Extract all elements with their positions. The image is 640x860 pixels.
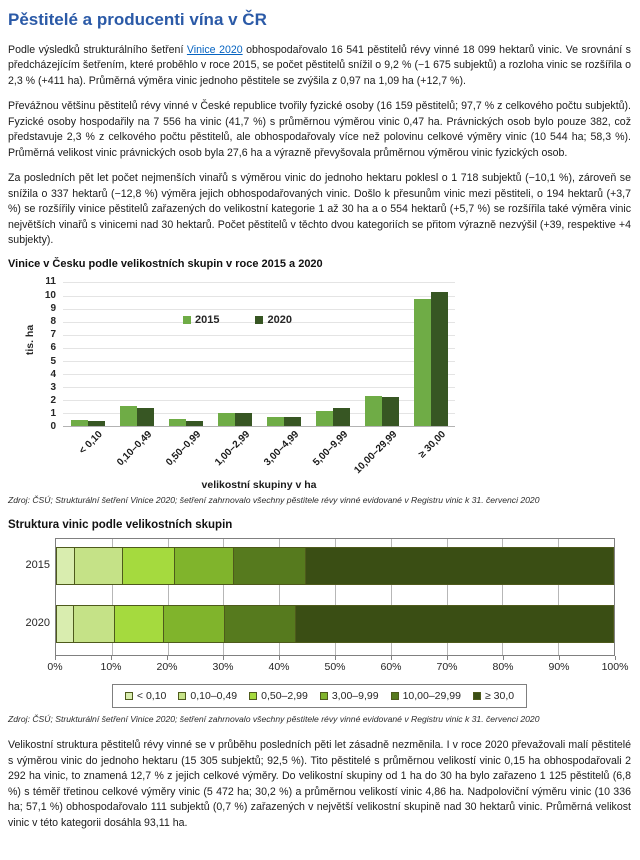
bar-2020 bbox=[333, 408, 350, 426]
bar-group bbox=[63, 282, 112, 458]
legend-label: 0,10–0,49 bbox=[190, 690, 238, 703]
bar-2015 bbox=[120, 406, 137, 426]
bar-2020 bbox=[137, 408, 154, 426]
stacked-row-2020 bbox=[56, 605, 614, 643]
y-tick-label: 2 bbox=[50, 395, 56, 407]
x-tick-label: 100% bbox=[601, 661, 629, 674]
stacked-chart-legend bbox=[112, 684, 527, 708]
legend-label: 2020 bbox=[267, 314, 292, 327]
segment-0,50–2,99 bbox=[114, 606, 163, 642]
stacked-row-2015 bbox=[56, 547, 614, 585]
legend-label: 2015 bbox=[195, 314, 220, 327]
x-category-label: 10,00–29,99 bbox=[352, 429, 400, 477]
x-tick-mark bbox=[615, 656, 616, 660]
bar-2020 bbox=[235, 413, 252, 427]
legend-label: ≥ 30,0 bbox=[484, 690, 515, 703]
segment-3,00–9,99 bbox=[163, 606, 225, 642]
paragraph-2: Převážnou většinu pěstitelů révy vinné v České republice tvořily fyzické osoby (16 159 pěstitelů; 97,7 % z celkového počtu subjektů). Fyzické osoby hospodařily na 7 556 ha vinic (41,7 %) s průměrnou výměrou vinic 0,47 ha. Právnických osob bylo pouze 382, což představuje 2,3 % z celkového počtu pěstitelů, ale obhospodařovaly více než polovinu celkové výměry vinic (10 544 ha; 58,3 %). Průměrná velikost vinic právnických osob byla 27,6 ha a výrazně převyšovala průměrnou výměrou vinic fyzických osob. bbox=[8, 100, 631, 159]
segment-10,00–29,99 bbox=[233, 548, 305, 584]
bar-2015 bbox=[169, 419, 186, 426]
x-tick-label: 90% bbox=[548, 661, 570, 674]
x-tick-label: 50% bbox=[324, 661, 346, 674]
row-label-2015: 2015 bbox=[25, 559, 50, 572]
x-category-label: ≥ 30,00 bbox=[416, 429, 449, 461]
segment-≥ 30,0 bbox=[305, 548, 613, 584]
legend-swatch-icon bbox=[473, 692, 481, 700]
stacked-chart bbox=[25, 538, 629, 676]
column-chart-x-axis-title: velikostní skupiny v ha bbox=[201, 479, 317, 492]
legend-item-0,10–0,49 bbox=[178, 690, 237, 702]
bar-2020 bbox=[382, 397, 399, 426]
segment-3,00–9,99 bbox=[174, 548, 232, 584]
source-note-1: Zdroj: ČSÚ; Strukturální šetření Vinice 2020; šetření zahrnovalo všechny pěstitele révy vinné evidované v Registru vinic k 31. červenci 2020 bbox=[8, 495, 540, 506]
x-tick-mark bbox=[279, 656, 280, 660]
segment-10,00–29,99 bbox=[224, 606, 295, 642]
x-category-label: 0,50–0,99 bbox=[164, 429, 204, 469]
legend-swatch-icon bbox=[320, 692, 328, 700]
paragraph-4: Velikostní struktura pěstitelů révy vinné se v průběhu posledních pěti let zásadně nezměnila. I v roce 2020 převažovali malí pěstitelé s výměrou vinic do jednoho hektaru (15 305 subjektů; 92,5 %). Tito pěstitelé s průměrnou velikostí vinic 0,15 ha obhospodařovali 2 292 ha vinic, to znamená 12,7 % z jejich celkové výměry. Do velikostní skupiny od 1 ha do 30 ha bylo zařazeno 1 125 pěstitelů (6,8 %) s téměř třetinou celkové výměry vinic (5 472 ha; 30,2 %) a průměrnou velikostí vinic 4,86 ha. Nadpoloviční výměru vinic (10 336 ha; 57,1 %) obhospodařovalo 111 subjektů (0,7 %) zařazených v největší velikostní skupině nad 30 hektarů vinic. Průměrná velikost vinic v této kategorii dosáhla 93,11 ha. bbox=[8, 739, 631, 829]
legend-swatch-icon bbox=[391, 692, 399, 700]
x-category-label: < 0,10 bbox=[77, 429, 106, 458]
page-title: Pěstitelé a producenti vína v ČR bbox=[8, 10, 267, 29]
y-tick-label: 0 bbox=[50, 421, 56, 433]
x-tick-mark bbox=[391, 656, 392, 660]
legend-item-0,50–2,99 bbox=[249, 690, 308, 702]
bar-2015 bbox=[365, 396, 382, 426]
y-tick-label: 6 bbox=[50, 342, 56, 354]
x-tick-label: 0% bbox=[47, 661, 63, 674]
paragraph-1 bbox=[8, 43, 631, 89]
stacked-chart-axis bbox=[47, 656, 629, 676]
x-tick-mark bbox=[223, 656, 224, 660]
bar-2020 bbox=[431, 292, 448, 427]
x-tick-label: 20% bbox=[156, 661, 178, 674]
legend-item-3,00–9,99 bbox=[320, 690, 379, 702]
legend-label: 0,50–2,99 bbox=[261, 690, 308, 703]
x-tick-label: 30% bbox=[212, 661, 234, 674]
x-category-label: 3,00–4,99 bbox=[262, 429, 302, 469]
x-tick-mark bbox=[55, 656, 56, 660]
bar-group bbox=[352, 282, 406, 477]
bar-2015 bbox=[267, 417, 284, 426]
paragraph-1-text-before: Podle výsledků strukturálního šetření bbox=[8, 44, 187, 56]
y-tick-label: 9 bbox=[50, 302, 56, 314]
column-chart-title: Vinice v Česku podle velikostních skupin v roce 2015 a 2020 bbox=[8, 258, 323, 271]
bar-2015 bbox=[316, 411, 333, 426]
legend-item-≥ 30,0 bbox=[473, 690, 514, 702]
segment-0,10–0,49 bbox=[74, 548, 122, 584]
segment-≥ 30,0 bbox=[295, 606, 612, 642]
x-tick-label: 40% bbox=[268, 661, 290, 674]
x-tick-mark bbox=[503, 656, 504, 660]
column-chart-legend bbox=[183, 314, 292, 326]
x-category-label: 0,10–0,49 bbox=[115, 429, 155, 469]
bar-group bbox=[308, 282, 357, 469]
y-tick-label: 10 bbox=[44, 289, 56, 301]
legend-swatch-icon bbox=[249, 692, 257, 700]
bar-group bbox=[406, 282, 455, 461]
bar-2015 bbox=[414, 299, 431, 427]
segment-< 0,10 bbox=[57, 548, 74, 584]
column-chart-y-axis-title: tis. ha bbox=[24, 325, 36, 356]
bar-2020 bbox=[88, 421, 105, 427]
bar-group bbox=[161, 282, 210, 469]
bar-group bbox=[112, 282, 161, 469]
bar-2015 bbox=[71, 420, 88, 427]
y-tick-label: 7 bbox=[50, 329, 56, 341]
y-tick-label: 11 bbox=[45, 276, 56, 288]
x-tick-mark bbox=[447, 656, 448, 660]
vinice-2020-link[interactable]: Vinice 2020 bbox=[186, 44, 243, 56]
x-tick-mark bbox=[111, 656, 112, 660]
bar-2020 bbox=[284, 417, 301, 426]
x-tick-label: 10% bbox=[100, 661, 122, 674]
stacked-chart-title: Struktura vinic podle velikostních skupin bbox=[8, 519, 233, 532]
row-label-2020: 2020 bbox=[25, 617, 50, 630]
source-note-2: Zdroj: ČSÚ; Strukturální šetření Vinice 2020; šetření zahrnovalo všechny pěstitele révy vinné evidované v Registru vinic k 31. červenci 2020 bbox=[8, 714, 540, 725]
x-tick-label: 80% bbox=[492, 661, 514, 674]
x-tick-mark bbox=[559, 656, 560, 660]
y-tick-label: 1 bbox=[50, 408, 56, 420]
bar-2020 bbox=[186, 421, 203, 426]
y-tick-label: 5 bbox=[50, 355, 56, 367]
legend-item-2020 bbox=[255, 314, 291, 326]
x-tick-label: 60% bbox=[380, 661, 402, 674]
stacked-chart-box bbox=[25, 538, 615, 656]
bar-group bbox=[259, 282, 308, 469]
x-tick-mark bbox=[167, 656, 168, 660]
y-tick-label: 4 bbox=[50, 368, 56, 380]
column-chart-ylabels bbox=[34, 276, 56, 433]
legend-label: < 0,10 bbox=[136, 690, 167, 703]
legend-swatch-icon bbox=[255, 316, 263, 324]
segment-< 0,10 bbox=[57, 606, 73, 642]
column-chart bbox=[8, 274, 631, 492]
legend-swatch-icon bbox=[125, 692, 133, 700]
x-tick-mark bbox=[335, 656, 336, 660]
legend-swatch-icon bbox=[183, 316, 191, 324]
legend-label: 3,00–9,99 bbox=[331, 690, 379, 703]
bar-group bbox=[210, 282, 259, 469]
y-tick-label: 8 bbox=[50, 315, 56, 327]
bar-2015 bbox=[218, 413, 235, 427]
x-tick-label: 70% bbox=[436, 661, 458, 674]
column-chart-groups bbox=[63, 282, 455, 477]
legend-item-10,00–29,99 bbox=[391, 690, 461, 702]
legend-item-< 0,10 bbox=[125, 690, 167, 702]
segment-0,10–0,49 bbox=[73, 606, 114, 642]
segment-0,50–2,99 bbox=[122, 548, 174, 584]
y-tick-label: 3 bbox=[50, 381, 56, 393]
x-category-label: 1,00–2,99 bbox=[213, 429, 253, 469]
column-chart-plot bbox=[63, 282, 455, 477]
legend-label: 10,00–29,99 bbox=[402, 690, 461, 703]
paragraph-1-text-after: obhospodařovalo 16 541 pěstitelů révy vinné 18 099 hektarů vinic. Ve srovnání s předcházejícím šetřením, které proběhlo v roce 2015, se počet pěstitelů snížil o 9,2 % (−1 675 subjektů) a rozloha vinic se rozšířila o 2,3 % (+411 ha). Průměrná výměra vinic jednoho pěstitele se zvýšila z 0,97 na 1,09 ha (+12,7 %). bbox=[8, 44, 631, 87]
paragraph-3: Za posledních pět let počet nejmenších vinařů s výměrou vinic do jednoho hektaru poklesl o 1 718 subjektů (−10,1 %), zároveň se snížila o 337 hektarů (−12,8 %) výměra jejich obhospodařovaných vinic. Došlo k přesunům vinic mezi pěstiteli, o 194 hektarů (+3,7 %) se rozšířily vinice pěstitelů zařazených do velikostní kategorie 1 až 30 ha a o 554 hektarů (+5,7 %) se rozšířila také výměra vinic největších vinařů s vinicemi nad 30 hektarů. Počet pěstitelů v těchto dvou kategoriích se přitom výrazně nezvýšil (+39, respektive +4 subjekty). bbox=[8, 172, 631, 246]
legend-swatch-icon bbox=[178, 692, 186, 700]
legend-item-2015 bbox=[183, 314, 219, 326]
x-category-label: 5,00–9,99 bbox=[311, 429, 351, 469]
